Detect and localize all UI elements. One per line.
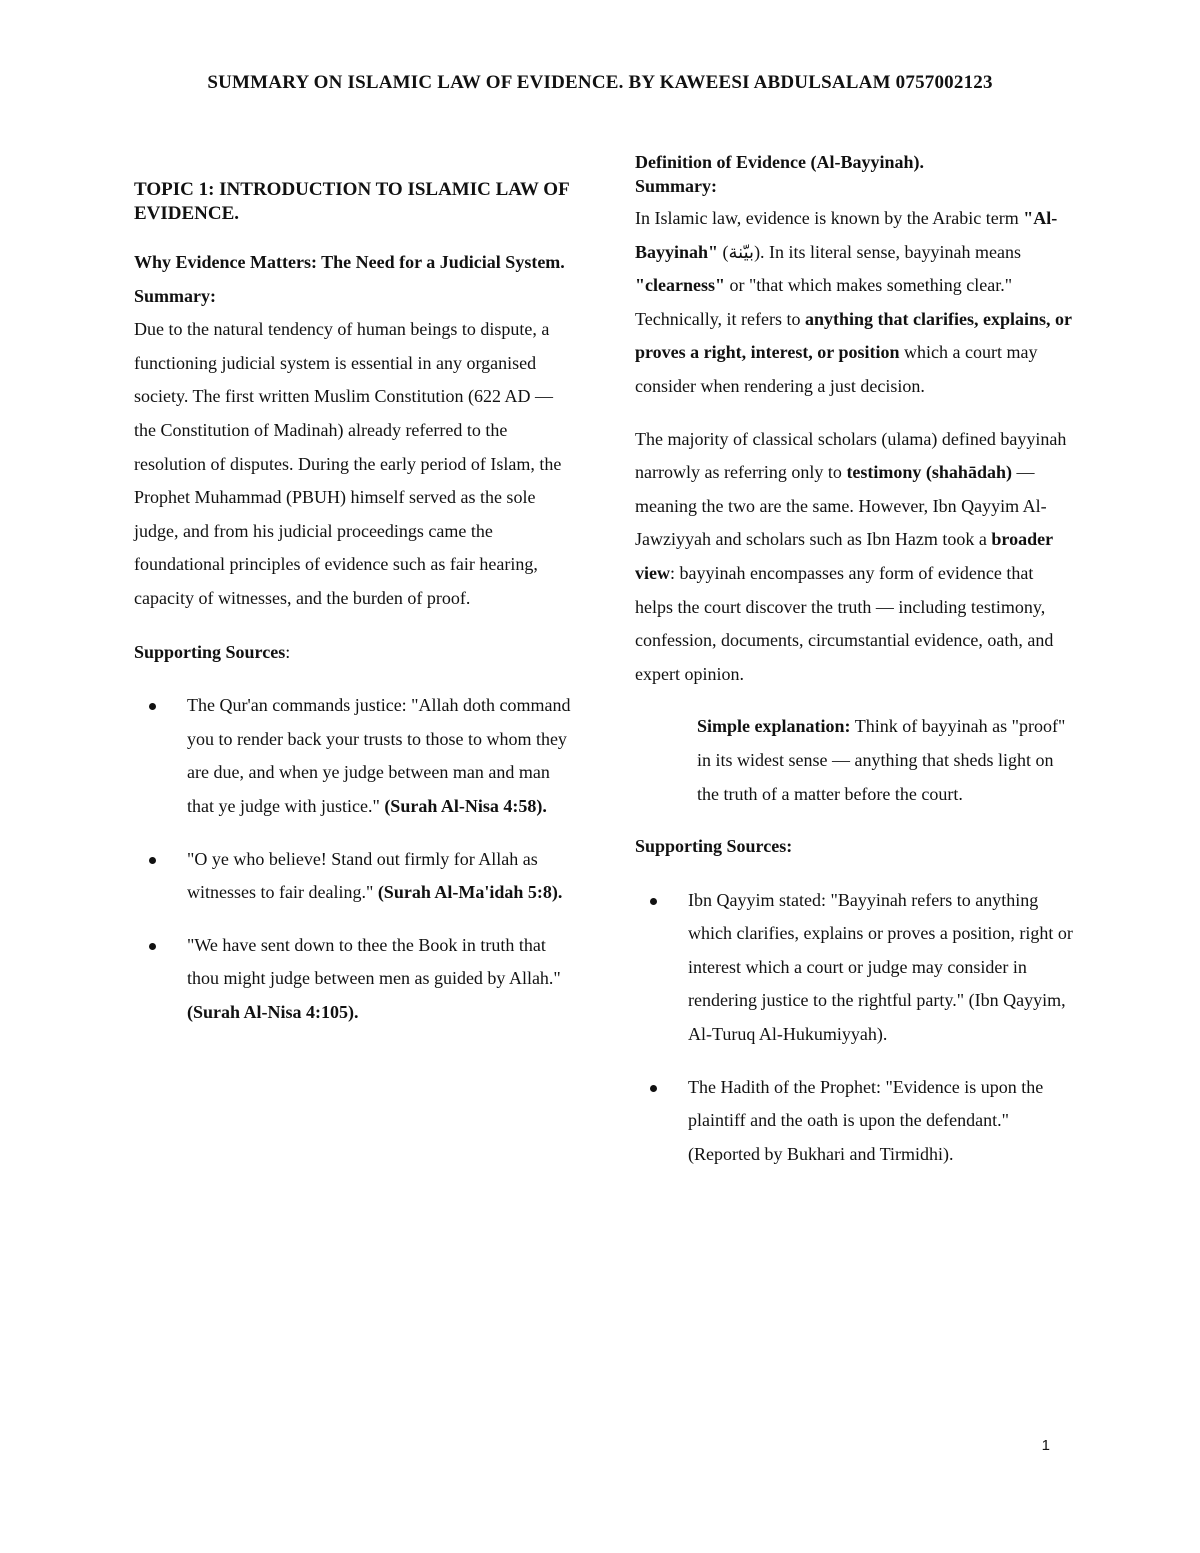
supporting-sources-label: Supporting Sources	[134, 641, 286, 662]
term-al-bayyinah: "Al-Bayyinah"	[635, 208, 1058, 262]
bullet-text: "We have sent down to thee the Book in truth that thou might judge between men as guided by Allah."	[187, 934, 561, 989]
list-item	[134, 929, 574, 1030]
bullet-icon	[149, 943, 156, 950]
text-run: In Islamic law, evidence is known by the Arabic term	[635, 208, 1024, 228]
right-column	[635, 150, 1075, 1190]
simple-explanation-text: Think of bayyinah as "proof" in its widest sense — anything that sheds light on the truth of a matter before the court.	[697, 716, 1066, 804]
bullet-reference: (Surah Al-Nisa 4:58).	[384, 795, 547, 816]
text-run: The majority of classical scholars (ulama) defined bayyinah narrowly as referring only to	[635, 428, 1067, 483]
bullet-reference: (Surah Al-Nisa 4:105).	[187, 1001, 359, 1022]
list-item	[635, 884, 1075, 1052]
supporting-sources-colon: :	[285, 641, 291, 662]
term-clearness: "clearness"	[635, 275, 725, 296]
summary-label: Summary:	[635, 176, 717, 196]
list-item	[134, 689, 574, 823]
bullet-text: Ibn Qayyim stated: "Bayyinah refers to anything which clarifies, explains or proves a position, right or interest which a court or judge may consider in rendering justice to the rightful party." (Ibn Qayyim, Al-Turuq Al-Hukumiyyah).	[688, 889, 1073, 1045]
text-run: or "that which makes something clear." Technically, it refers to	[635, 275, 1013, 329]
term-broader-view: broader view	[635, 529, 1053, 583]
right-sources-list	[635, 884, 1075, 1172]
text-run: (بيّنة). In its literal sense, bayyinah means	[718, 241, 1021, 262]
summary-paragraph: Due to the natural tendency of human beings to dispute, a functioning judicial system is essential in any organised society. The first written Muslim Constitution (622 AD — the Constitution of Madinah) already referred to the resolution of disputes. During the early period of Islam, the Prophet Muhammad (PBUH) himself served as the sole judge, and from his judicial proceedings came the foundational principles of evidence such as fair hearing, capacity of witnesses, and the burden of proof.	[134, 319, 562, 608]
bullet-reference: (Surah Al-Ma'idah 5:8).	[377, 882, 563, 903]
page-number: 1	[1041, 1437, 1050, 1454]
bullet-text: The Hadith of the Prophet: "Evidence is upon the plaintiff and the oath is upon the defendant." (Reported by Bukhari and Tirmidhi).	[688, 1076, 1044, 1164]
left-column	[134, 178, 574, 1048]
document-header: SUMMARY ON ISLAMIC LAW OF EVIDENCE. BY KAWEESI ABDULSALAM 0757002123	[207, 72, 993, 93]
definition-heading: Definition of Evidence (Al-Bayyinah).	[635, 152, 925, 172]
bullet-icon	[650, 1085, 657, 1092]
list-item	[635, 1071, 1075, 1172]
list-item	[134, 843, 574, 910]
bullet-icon	[149, 857, 156, 864]
supporting-sources-heading	[134, 636, 574, 670]
left-sources-list	[134, 689, 574, 1029]
bullet-icon	[149, 703, 156, 710]
simple-explanation-label: Simple explanation:	[697, 716, 851, 737]
technical-definition: anything that clarifies, explains, or proves a right, interest, or position	[635, 308, 1072, 363]
supporting-sources-heading: Supporting Sources:	[635, 836, 793, 857]
bullet-text: The Qur'an commands justice: "Allah doth command you to render back your trusts to those to whom they are due, and when ye judge between man and man that ye judge with justice."	[187, 695, 571, 816]
scholars-paragraph	[635, 423, 1075, 692]
text-run: — meaning the two are the same. However, Ibn Qayyim Al-Jawziyyah and scholars such as Ibn Hazm took a	[635, 462, 1047, 550]
text-run: : bayyinah encompasses any form of evidence that helps the court discover the truth — including testimony, confession, documents, circumstantial evidence, oath, and expert opinion.	[635, 562, 1054, 684]
text-run: which a court may consider when rendering a just decision.	[635, 342, 1038, 396]
simple-explanation	[697, 710, 1075, 811]
definition-paragraph	[635, 202, 1075, 404]
topic-title: TOPIC 1: INTRODUCTION TO ISLAMIC LAW OF EVIDENCE.	[134, 179, 569, 224]
bullet-text: "O ye who believe! Stand out firmly for Allah as witnesses to fair dealing."	[187, 848, 538, 903]
bullet-icon	[650, 898, 657, 905]
summary-label: Summary:	[134, 285, 216, 306]
section-heading: Why Evidence Matters: The Need for a Judicial System.	[134, 252, 565, 272]
term-testimony: testimony (shahādah)	[846, 462, 1012, 483]
